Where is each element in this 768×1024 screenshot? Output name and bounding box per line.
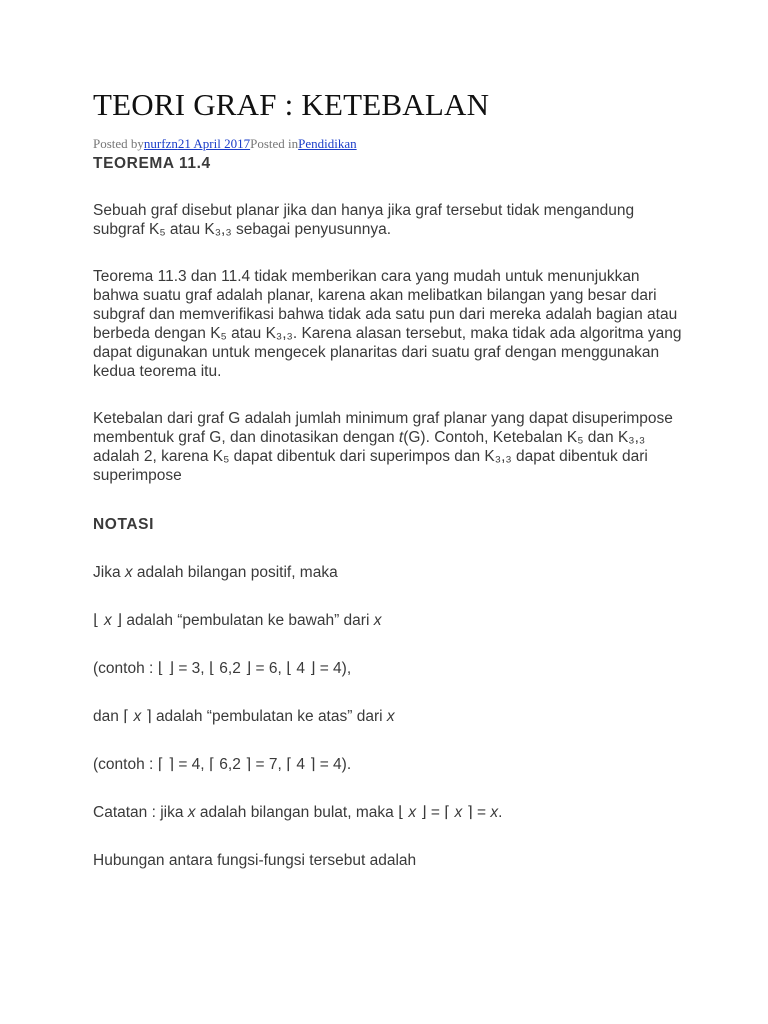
notation-heading: NOTASI [93, 516, 155, 533]
n6-x2: x [408, 804, 417, 821]
n2-x2: x [373, 612, 382, 629]
notation-floor-example: (contoh : ⌊ ⌋ = 3, ⌊ 6,2 ⌋ = 6, ⌊ 4 ⌋ = 4), [93, 660, 352, 677]
posted-by-label: Posted by [93, 136, 144, 151]
n6-text-e: . [498, 804, 503, 821]
paragraph-explanation: Teorema 11.3 dan 11.4 tidak memberikan cara yang mudah untuk menunjukkan bahwa suatu graf adalah planar, karena akan melibatkan bilangan yang besar dari subgraf dan memverifikasi bahwa tidak ada satu pun dari mereka adalah bagian atau berbeda dengan K₅ atau K₃,₃. Karena alasan tersebut, maka tidak ada algoritma yang dapat digunakan untuk mengecek planaritas dari suatu graf dengan menggunakan kedua teorema itu. [93, 268, 682, 380]
paragraph-definition: Sebuah graf disebut planar jika dan hanya jika graf tersebut tidak mengandung subgraf K₅ atau K₃,₃ sebagai penyusunnya. [93, 202, 635, 238]
article [93, 86, 683, 870]
n1-text-a: Jika [93, 564, 125, 581]
n1-x: x [124, 564, 133, 581]
theorem-heading: TEOREMA 11.4 [93, 155, 211, 172]
n4-text-b: ⌉ adalah “pembulatan ke atas” dari [141, 708, 387, 725]
n6-text-b: adalah bilangan bulat, maka ⌊ [195, 804, 409, 821]
n2-text-a: ⌊ [93, 611, 104, 629]
n1-text-b: adalah bilangan positif, maka [132, 564, 338, 581]
n6-text-c: ⌋ = ⌈ [416, 804, 455, 821]
paragraph-thickness [93, 409, 683, 485]
n6-text-d: ⌉ = [462, 804, 491, 821]
thickness-text-a: Ketebalan dari graf G adalah jumlah minimum graf planar yang dapat disuperimpose membentuk graf G, dan dinotasikan dengan [93, 410, 673, 446]
posted-in-label: Posted in [250, 136, 299, 151]
notation-line-ceil [93, 707, 683, 726]
n4-x: x [133, 708, 142, 725]
post-meta [93, 136, 683, 152]
n4-text-a: dan ⌈ [93, 708, 134, 725]
n2-x: x [103, 612, 112, 629]
notation-relation: Hubungan antara fungsi-fungsi tersebut adalah [93, 852, 417, 869]
n6-x4: x [490, 804, 499, 821]
n6-text-a: Catatan : jika [93, 804, 188, 821]
category-link[interactable]: Pendidikan [298, 136, 357, 151]
n4-x2: x [386, 708, 395, 725]
date-link[interactable]: 21 April 2017 [177, 136, 251, 151]
n6-x: x [187, 804, 196, 821]
notation-line-1 [93, 563, 683, 582]
n6-x3: x [454, 804, 463, 821]
page-title: TEORI GRAF : KETEBALAN [93, 87, 490, 122]
author-link[interactable]: nurfzn [143, 136, 178, 151]
thickness-text-b: (G). Contoh, Ketebalan K₅ dan K₃,₃ adalah 2, karena K₅ dapat dibentuk dari superimpos dan K₃,₃ dapat dibentuk dari superimpose [93, 429, 648, 484]
notation-ceil-example: (contoh : ⌈ ⌉ = 4, ⌈ 6,2 ⌉ = 7, ⌈ 4 ⌉ = 4). [93, 756, 352, 773]
notation-line-floor [93, 611, 683, 630]
thickness-t-symbol: t [398, 429, 404, 446]
n2-text-b: ⌋ adalah “pembulatan ke bawah” dari [111, 612, 374, 629]
notation-note [93, 803, 683, 822]
